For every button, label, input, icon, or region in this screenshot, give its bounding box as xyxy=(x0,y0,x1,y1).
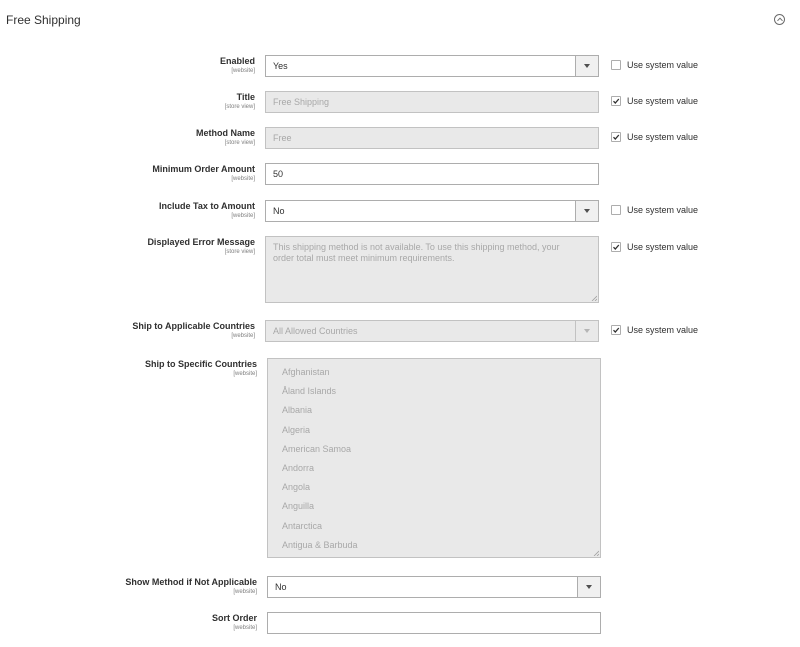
error-message-use-system-label: Use system value xyxy=(627,242,699,252)
checkmark-icon xyxy=(612,243,620,251)
include-tax-select[interactable] xyxy=(265,200,599,222)
method-name-use-system-label: Use system value xyxy=(627,132,699,142)
include-tax-use-system-checkbox[interactable] xyxy=(611,205,621,215)
method-name-use-system[interactable] xyxy=(611,132,698,142)
error-message-use-system[interactable] xyxy=(611,242,698,252)
min-order-input[interactable] xyxy=(265,163,599,185)
min-order-scope: [website] xyxy=(231,176,255,182)
include-tax-use-system[interactable] xyxy=(611,205,698,215)
method-name-scope: [store view] xyxy=(224,140,255,146)
country-option[interactable]: Albania xyxy=(282,405,313,416)
title-value: Free Shipping xyxy=(273,97,330,107)
specific-countries-scope: [website] xyxy=(233,371,257,377)
sort-order-label-group xyxy=(7,613,257,632)
applicable-countries-label: Ship to Applicable Countries xyxy=(132,321,255,331)
title-use-system-checkbox[interactable] xyxy=(611,96,621,106)
country-option[interactable]: Algeria xyxy=(282,424,311,435)
title-use-system-label: Use system value xyxy=(627,96,699,106)
chevron-down-icon[interactable] xyxy=(577,577,600,597)
checkmark-icon xyxy=(612,326,620,334)
title-label: Title xyxy=(236,92,255,102)
show-method-label-group xyxy=(7,577,257,596)
title-input[interactable] xyxy=(265,91,599,113)
enabled-use-system-checkbox[interactable] xyxy=(611,60,621,70)
title-scope: [store view] xyxy=(224,104,255,110)
include-tax-value: No xyxy=(273,206,285,216)
sort-order-scope: [website] xyxy=(233,625,257,631)
sort-order-input[interactable] xyxy=(267,612,601,634)
show-method-label: Show Method if Not Applicable xyxy=(125,577,257,587)
applicable-countries-use-system-label: Use system value xyxy=(627,325,699,335)
enabled-use-system[interactable] xyxy=(611,60,698,70)
chevron-down-icon[interactable] xyxy=(575,321,598,341)
method-name-label-group xyxy=(5,128,255,147)
country-option[interactable]: Angola xyxy=(282,482,311,493)
country-option[interactable]: Anguilla xyxy=(282,501,315,512)
min-order-label: Minimum Order Amount xyxy=(152,164,255,174)
resize-handle-icon[interactable] xyxy=(591,295,597,301)
include-tax-scope: [website] xyxy=(231,213,255,219)
enabled-scope: [website] xyxy=(231,68,255,74)
applicable-countries-value: All Allowed Countries xyxy=(273,326,358,336)
method-name-input[interactable] xyxy=(265,127,599,149)
applicable-countries-select[interactable] xyxy=(265,320,599,342)
country-option[interactable]: Antigua & Barbuda xyxy=(282,539,358,550)
enabled-select[interactable] xyxy=(265,55,599,77)
method-name-use-system-checkbox[interactable] xyxy=(611,132,621,142)
checkmark-icon xyxy=(612,97,620,105)
enabled-value: Yes xyxy=(273,61,288,71)
error-message-line-1: This shipping method is not available. To use this shipping method, your xyxy=(273,242,560,252)
applicable-countries-scope: [website] xyxy=(231,333,255,339)
chevron-down-icon[interactable] xyxy=(575,201,598,221)
include-tax-use-system-label: Use system value xyxy=(627,205,699,215)
method-name-label: Method Name xyxy=(195,128,255,138)
error-message-textarea[interactable] xyxy=(265,236,599,303)
resize-handle-icon[interactable] xyxy=(593,550,599,556)
enabled-label: Enabled xyxy=(219,56,255,66)
include-tax-label: Include Tax to Amount xyxy=(159,201,255,211)
section-title: Free Shipping xyxy=(6,13,81,27)
show-method-value: No xyxy=(275,582,287,592)
specific-countries-label: Ship to Specific Countries xyxy=(144,359,257,369)
applicable-countries-label-group xyxy=(5,321,255,340)
chevron-down-icon[interactable] xyxy=(575,56,598,76)
show-method-scope: [website] xyxy=(233,589,257,595)
applicable-countries-use-system[interactable] xyxy=(611,325,698,335)
show-method-select[interactable] xyxy=(267,576,601,598)
country-option[interactable]: Antarctica xyxy=(282,520,323,531)
checkmark-icon xyxy=(612,133,620,141)
applicable-countries-use-system-checkbox[interactable] xyxy=(611,325,621,335)
enabled-use-system-label: Use system value xyxy=(627,60,699,70)
chevron-up-icon xyxy=(777,17,783,22)
error-message-line-2: order total must meet minimum requirements. xyxy=(273,253,455,263)
error-message-use-system-checkbox[interactable] xyxy=(611,242,621,252)
title-use-system[interactable] xyxy=(611,96,698,106)
country-option[interactable]: Åland Islands xyxy=(282,386,337,397)
collapse-section-button[interactable] xyxy=(774,14,785,25)
include-tax-label-group xyxy=(5,201,255,220)
sort-order-label: Sort Order xyxy=(211,613,257,623)
error-message-scope: [store view] xyxy=(224,249,255,255)
error-message-label: Displayed Error Message xyxy=(147,237,255,247)
title-label-group xyxy=(5,92,255,111)
min-order-label-group xyxy=(5,164,255,183)
method-name-value: Free xyxy=(273,133,292,143)
enabled-label-group xyxy=(5,56,255,75)
min-order-value: 50 xyxy=(273,169,284,179)
country-option[interactable]: Afghanistan xyxy=(282,367,330,377)
error-message-label-group xyxy=(5,237,255,256)
country-option[interactable]: Andorra xyxy=(282,462,315,473)
specific-countries-multiselect[interactable] xyxy=(267,358,601,558)
country-option[interactable]: American Samoa xyxy=(282,443,352,454)
specific-countries-label-group xyxy=(7,359,257,378)
